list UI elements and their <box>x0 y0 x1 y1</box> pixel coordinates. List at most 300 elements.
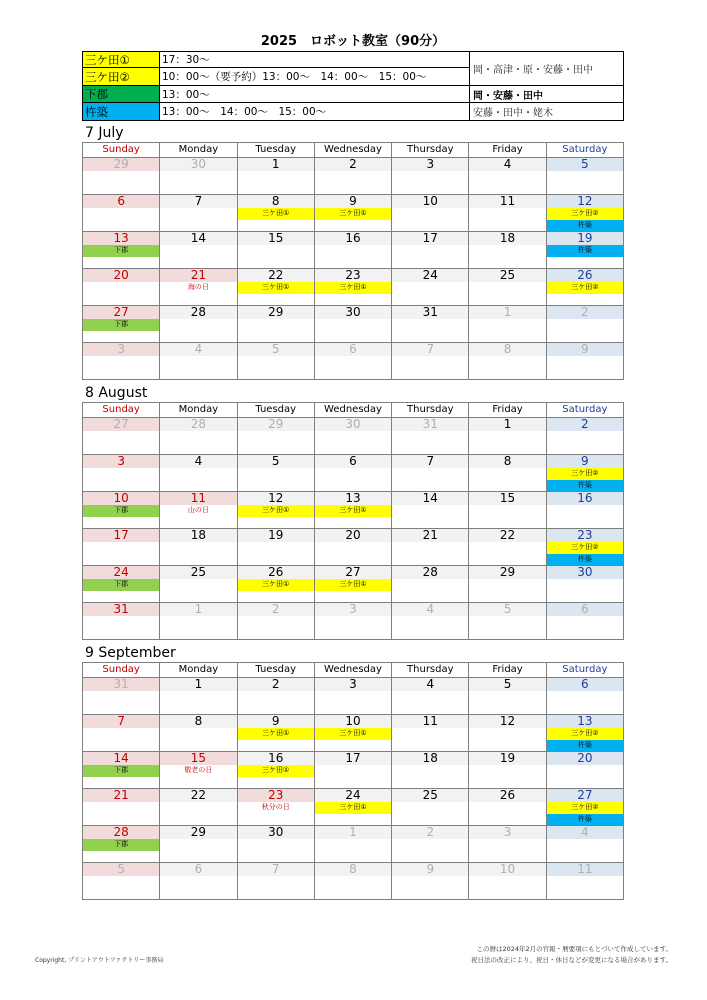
date-number: 7 <box>83 715 159 728</box>
date-number: 4 <box>547 826 623 839</box>
day-cell <box>315 715 392 752</box>
note-line: 祝日法の改正により、祝日・休日などが変更になる場合があります。 <box>471 956 672 964</box>
event-chip: 杵築 <box>547 740 623 752</box>
day-cell <box>315 789 392 826</box>
day-cell <box>238 863 315 900</box>
month-heading: 7 July <box>85 125 124 141</box>
day-cell <box>83 343 160 380</box>
date-number: 31 <box>392 306 468 319</box>
event-chip: 三ケ田② <box>547 282 623 294</box>
date-number: 21 <box>160 269 236 282</box>
date-number: 12 <box>547 195 623 208</box>
date-number: 10 <box>469 863 545 876</box>
day-cell <box>160 529 237 566</box>
day-cell <box>392 418 469 455</box>
copyright-text: Copyright, プリントアウトファクトリー事務局 <box>35 957 164 964</box>
day-cell <box>315 566 392 603</box>
event-chip: 下郡 <box>83 505 159 517</box>
time-slots: 13：00～ <box>160 86 470 103</box>
day-cell <box>83 158 160 195</box>
date-number: 8 <box>238 195 314 208</box>
location-label: 下郡 <box>83 86 160 103</box>
month-calendars <box>82 124 624 904</box>
day-cell <box>160 603 237 640</box>
date-number: 30 <box>315 418 391 431</box>
date-number: 7 <box>160 195 236 208</box>
date-number: 28 <box>83 826 159 839</box>
date-number: 11 <box>392 715 468 728</box>
date-number: 30 <box>160 158 236 171</box>
time-slots: 13：00～ 14：00～ 15：00～ <box>160 103 470 121</box>
date-number: 22 <box>160 789 236 802</box>
weekday-header: Friday <box>469 403 546 418</box>
day-cell <box>160 789 237 826</box>
date-number: 5 <box>469 603 545 616</box>
date-number: 6 <box>547 678 623 691</box>
date-number: 3 <box>392 158 468 171</box>
day-cell <box>392 232 469 269</box>
date-number: 20 <box>547 752 623 765</box>
date-number: 9 <box>392 863 468 876</box>
day-cell <box>238 269 315 306</box>
date-number: 17 <box>83 529 159 542</box>
date-number: 6 <box>83 195 159 208</box>
day-cell <box>238 343 315 380</box>
day-cell <box>547 418 624 455</box>
day-cell <box>547 158 624 195</box>
weekday-header: Monday <box>160 663 237 678</box>
day-cell <box>469 863 546 900</box>
date-number: 18 <box>469 232 545 245</box>
event-chip: 三ケ田① <box>315 505 391 517</box>
day-cell <box>315 195 392 232</box>
weekday-header: Sunday <box>83 663 160 678</box>
day-cell <box>392 603 469 640</box>
date-number: 26 <box>238 566 314 579</box>
day-cell <box>160 566 237 603</box>
date-number: 7 <box>392 455 468 468</box>
event-chip: 下郡 <box>83 839 159 851</box>
date-number: 6 <box>315 343 391 356</box>
holiday-name: 山の日 <box>187 506 209 514</box>
holiday-name: 海の日 <box>187 283 209 291</box>
date-number: 21 <box>392 529 468 542</box>
event-chip: 下郡 <box>83 579 159 591</box>
day-cell <box>315 232 392 269</box>
day-cell <box>160 752 237 789</box>
day-cell <box>547 306 624 343</box>
day-cell <box>83 826 160 863</box>
weekday-header: Thursday <box>392 143 469 158</box>
location-label: 三ケ田② <box>83 68 160 86</box>
date-number: 23 <box>315 269 391 282</box>
date-number: 10 <box>392 195 468 208</box>
day-cell <box>469 752 546 789</box>
weekday-header: Tuesday <box>238 143 315 158</box>
day-cell <box>160 455 237 492</box>
day-cell <box>83 306 160 343</box>
date-number: 25 <box>392 789 468 802</box>
date-number: 8 <box>469 343 545 356</box>
day-cell <box>547 752 624 789</box>
day-cell <box>238 306 315 343</box>
event-chip: 杵築 <box>547 480 623 492</box>
day-cell <box>392 752 469 789</box>
event-chip: 三ケ田① <box>238 282 314 294</box>
date-number: 27 <box>315 566 391 579</box>
date-number: 2 <box>238 603 314 616</box>
day-cell <box>315 603 392 640</box>
day-cell <box>547 789 624 826</box>
day-cell <box>547 863 624 900</box>
weekday-header: Saturday <box>547 663 624 678</box>
date-number: 28 <box>160 418 236 431</box>
calendar-grid <box>82 662 624 900</box>
date-number: 14 <box>83 752 159 765</box>
day-cell <box>160 492 237 529</box>
event-chip: 下郡 <box>83 245 159 257</box>
weekday-header: Sunday <box>83 143 160 158</box>
date-number: 15 <box>469 492 545 505</box>
date-number: 10 <box>83 492 159 505</box>
date-number: 4 <box>160 455 236 468</box>
date-number: 6 <box>160 863 236 876</box>
date-number: 29 <box>238 418 314 431</box>
date-number: 5 <box>238 343 314 356</box>
day-cell <box>83 863 160 900</box>
event-chip: 三ケ田② <box>547 468 623 480</box>
event-chip: 三ケ田① <box>238 765 314 777</box>
date-number: 12 <box>469 715 545 728</box>
date-number: 6 <box>315 455 391 468</box>
calendar-notes <box>471 944 672 966</box>
day-cell <box>469 306 546 343</box>
event-chip: 三ケ田① <box>315 208 391 220</box>
date-number: 10 <box>315 715 391 728</box>
date-number: 8 <box>469 455 545 468</box>
date-number: 16 <box>315 232 391 245</box>
weekday-header: Monday <box>160 143 237 158</box>
day-cell <box>469 195 546 232</box>
day-cell <box>238 195 315 232</box>
date-number: 22 <box>238 269 314 282</box>
event-chip: 三ケ田① <box>238 728 314 740</box>
event-chip: 下郡 <box>83 319 159 331</box>
date-number: 28 <box>392 566 468 579</box>
date-number: 2 <box>547 306 623 319</box>
day-cell <box>392 789 469 826</box>
staff-names: 岡・高津・原・安藤・田中 <box>470 52 624 86</box>
date-number: 13 <box>83 232 159 245</box>
day-cell <box>315 418 392 455</box>
day-cell <box>83 418 160 455</box>
date-number: 18 <box>392 752 468 765</box>
date-number: 3 <box>83 455 159 468</box>
date-number: 17 <box>392 232 468 245</box>
date-number: 13 <box>547 715 623 728</box>
event-chip: 三ケ田② <box>547 728 623 740</box>
weekday-header: Tuesday <box>238 403 315 418</box>
day-cell <box>83 492 160 529</box>
day-cell <box>238 826 315 863</box>
date-number: 2 <box>315 158 391 171</box>
time-slots: 10：00～（要予約）13：00～ 14：00～ 15：00～ <box>160 68 470 86</box>
day-cell <box>469 343 546 380</box>
day-cell <box>392 306 469 343</box>
date-number: 13 <box>315 492 391 505</box>
date-number: 3 <box>315 678 391 691</box>
weekday-header: Saturday <box>547 403 624 418</box>
event-chip: 三ケ田① <box>315 728 391 740</box>
day-cell <box>160 343 237 380</box>
day-cell <box>160 418 237 455</box>
day-cell <box>160 158 237 195</box>
day-cell <box>238 158 315 195</box>
weekday-header: Wednesday <box>315 403 392 418</box>
date-number: 8 <box>160 715 236 728</box>
date-number: 5 <box>238 455 314 468</box>
day-cell <box>392 715 469 752</box>
date-number: 24 <box>315 789 391 802</box>
day-cell <box>547 529 624 566</box>
date-number: 1 <box>160 603 236 616</box>
location-label: 杵築 <box>83 103 160 121</box>
day-cell <box>392 678 469 715</box>
day-cell <box>315 158 392 195</box>
date-number: 14 <box>392 492 468 505</box>
date-number: 29 <box>469 566 545 579</box>
date-number: 1 <box>238 158 314 171</box>
date-number: 31 <box>83 678 159 691</box>
note-line: この暦は2024年2月の官報・暦要項にもとづいて作成しています。 <box>476 945 672 953</box>
date-number: 30 <box>238 826 314 839</box>
event-chip: 三ケ田② <box>547 802 623 814</box>
event-chip: 三ケ田② <box>547 542 623 554</box>
weekday-header: Saturday <box>547 143 624 158</box>
time-slots: 17：30～ <box>160 52 470 68</box>
page-title: 2025 ロボット教室（90分） <box>260 34 446 49</box>
date-number: 4 <box>392 603 468 616</box>
date-number: 27 <box>83 418 159 431</box>
day-cell <box>392 529 469 566</box>
day-cell <box>83 232 160 269</box>
day-cell <box>160 678 237 715</box>
event-chip: 杵築 <box>547 220 623 232</box>
event-chip: 杵築 <box>547 245 623 257</box>
date-number: 29 <box>160 826 236 839</box>
day-cell <box>83 678 160 715</box>
day-cell <box>547 826 624 863</box>
day-cell <box>238 678 315 715</box>
day-cell <box>469 232 546 269</box>
date-number: 21 <box>83 789 159 802</box>
date-number: 11 <box>547 863 623 876</box>
day-cell <box>469 715 546 752</box>
day-cell <box>238 789 315 826</box>
day-cell <box>469 566 546 603</box>
day-cell <box>315 863 392 900</box>
day-cell <box>238 529 315 566</box>
date-number: 5 <box>547 158 623 171</box>
date-number: 2 <box>547 418 623 431</box>
date-number: 5 <box>83 863 159 876</box>
day-cell <box>392 566 469 603</box>
date-number: 9 <box>238 715 314 728</box>
date-number: 23 <box>238 789 314 802</box>
date-number: 17 <box>315 752 391 765</box>
weekday-header: Thursday <box>392 663 469 678</box>
date-number: 31 <box>392 418 468 431</box>
holiday-name: 敬老の日 <box>184 766 213 774</box>
date-number: 27 <box>83 306 159 319</box>
day-cell <box>315 306 392 343</box>
date-number: 23 <box>547 529 623 542</box>
date-number: 1 <box>469 418 545 431</box>
event-chip: 三ケ田① <box>315 579 391 591</box>
event-chip: 三ケ田① <box>238 579 314 591</box>
date-number: 7 <box>392 343 468 356</box>
day-cell <box>469 678 546 715</box>
day-cell <box>160 306 237 343</box>
day-cell <box>392 195 469 232</box>
date-number: 14 <box>160 232 236 245</box>
day-cell <box>238 566 315 603</box>
day-cell <box>392 269 469 306</box>
day-cell <box>315 343 392 380</box>
date-number: 25 <box>469 269 545 282</box>
day-cell <box>547 455 624 492</box>
date-number: 4 <box>160 343 236 356</box>
day-cell <box>160 269 237 306</box>
day-cell <box>547 715 624 752</box>
weekday-header: Monday <box>160 403 237 418</box>
day-cell <box>315 269 392 306</box>
date-number: 1 <box>469 306 545 319</box>
weekday-header: Tuesday <box>238 663 315 678</box>
day-cell <box>547 343 624 380</box>
date-number: 24 <box>83 566 159 579</box>
day-cell <box>392 343 469 380</box>
weekday-header: Thursday <box>392 403 469 418</box>
date-number: 2 <box>238 678 314 691</box>
day-cell <box>160 715 237 752</box>
day-cell <box>392 455 469 492</box>
day-cell <box>160 195 237 232</box>
event-chip: 下郡 <box>83 765 159 777</box>
day-cell <box>160 826 237 863</box>
weekday-header: Friday <box>469 143 546 158</box>
month-calendar <box>82 384 624 644</box>
day-cell <box>392 826 469 863</box>
day-cell <box>83 566 160 603</box>
date-number: 7 <box>238 863 314 876</box>
event-chip: 三ケ田① <box>315 282 391 294</box>
date-number: 6 <box>547 603 623 616</box>
date-number: 9 <box>547 455 623 468</box>
day-cell <box>547 492 624 529</box>
schedule-table <box>82 51 624 121</box>
day-cell <box>469 455 546 492</box>
date-number: 11 <box>469 195 545 208</box>
event-chip: 三ケ田① <box>238 505 314 517</box>
month-calendar <box>82 644 624 904</box>
day-cell <box>392 863 469 900</box>
month-heading: 9 September <box>85 645 176 661</box>
day-cell <box>238 752 315 789</box>
day-cell <box>83 529 160 566</box>
date-number: 3 <box>469 826 545 839</box>
day-cell <box>469 529 546 566</box>
day-cell <box>392 492 469 529</box>
date-number: 20 <box>83 269 159 282</box>
day-cell <box>238 492 315 529</box>
date-number: 18 <box>160 529 236 542</box>
day-cell <box>238 603 315 640</box>
day-cell <box>83 715 160 752</box>
day-cell <box>469 826 546 863</box>
day-cell <box>238 715 315 752</box>
date-number: 8 <box>315 863 391 876</box>
day-cell <box>469 789 546 826</box>
weekday-header: Wednesday <box>315 663 392 678</box>
weekday-header: Wednesday <box>315 143 392 158</box>
day-cell <box>315 678 392 715</box>
calendar-grid <box>82 142 624 380</box>
date-number: 3 <box>83 343 159 356</box>
location-label: 三ケ田① <box>83 52 160 68</box>
date-number: 9 <box>315 195 391 208</box>
day-cell <box>83 789 160 826</box>
calendar-grid <box>82 402 624 640</box>
weekday-header: Sunday <box>83 403 160 418</box>
date-number: 25 <box>160 566 236 579</box>
date-number: 29 <box>238 306 314 319</box>
date-number: 4 <box>392 678 468 691</box>
staff-names: 岡・安藤・田中 <box>470 86 624 103</box>
event-chip: 三ケ田② <box>547 208 623 220</box>
date-number: 30 <box>547 566 623 579</box>
date-number: 16 <box>547 492 623 505</box>
event-chip: 三ケ田① <box>238 208 314 220</box>
day-cell <box>160 863 237 900</box>
day-cell <box>83 269 160 306</box>
date-number: 24 <box>392 269 468 282</box>
date-number: 9 <box>547 343 623 356</box>
date-number: 30 <box>315 306 391 319</box>
date-number: 27 <box>547 789 623 802</box>
day-cell <box>392 158 469 195</box>
day-cell <box>547 195 624 232</box>
month-calendar <box>82 124 624 384</box>
date-number: 15 <box>238 232 314 245</box>
weekday-header: Friday <box>469 663 546 678</box>
date-number: 19 <box>547 232 623 245</box>
day-cell <box>469 418 546 455</box>
date-number: 2 <box>392 826 468 839</box>
day-cell <box>469 158 546 195</box>
date-number: 28 <box>160 306 236 319</box>
event-chip: 三ケ田① <box>315 802 391 814</box>
day-cell <box>469 603 546 640</box>
date-number: 19 <box>469 752 545 765</box>
day-cell <box>469 269 546 306</box>
day-cell <box>469 492 546 529</box>
day-cell <box>83 752 160 789</box>
day-cell <box>238 232 315 269</box>
day-cell <box>315 455 392 492</box>
date-number: 19 <box>238 529 314 542</box>
event-chip: 杵築 <box>547 554 623 566</box>
